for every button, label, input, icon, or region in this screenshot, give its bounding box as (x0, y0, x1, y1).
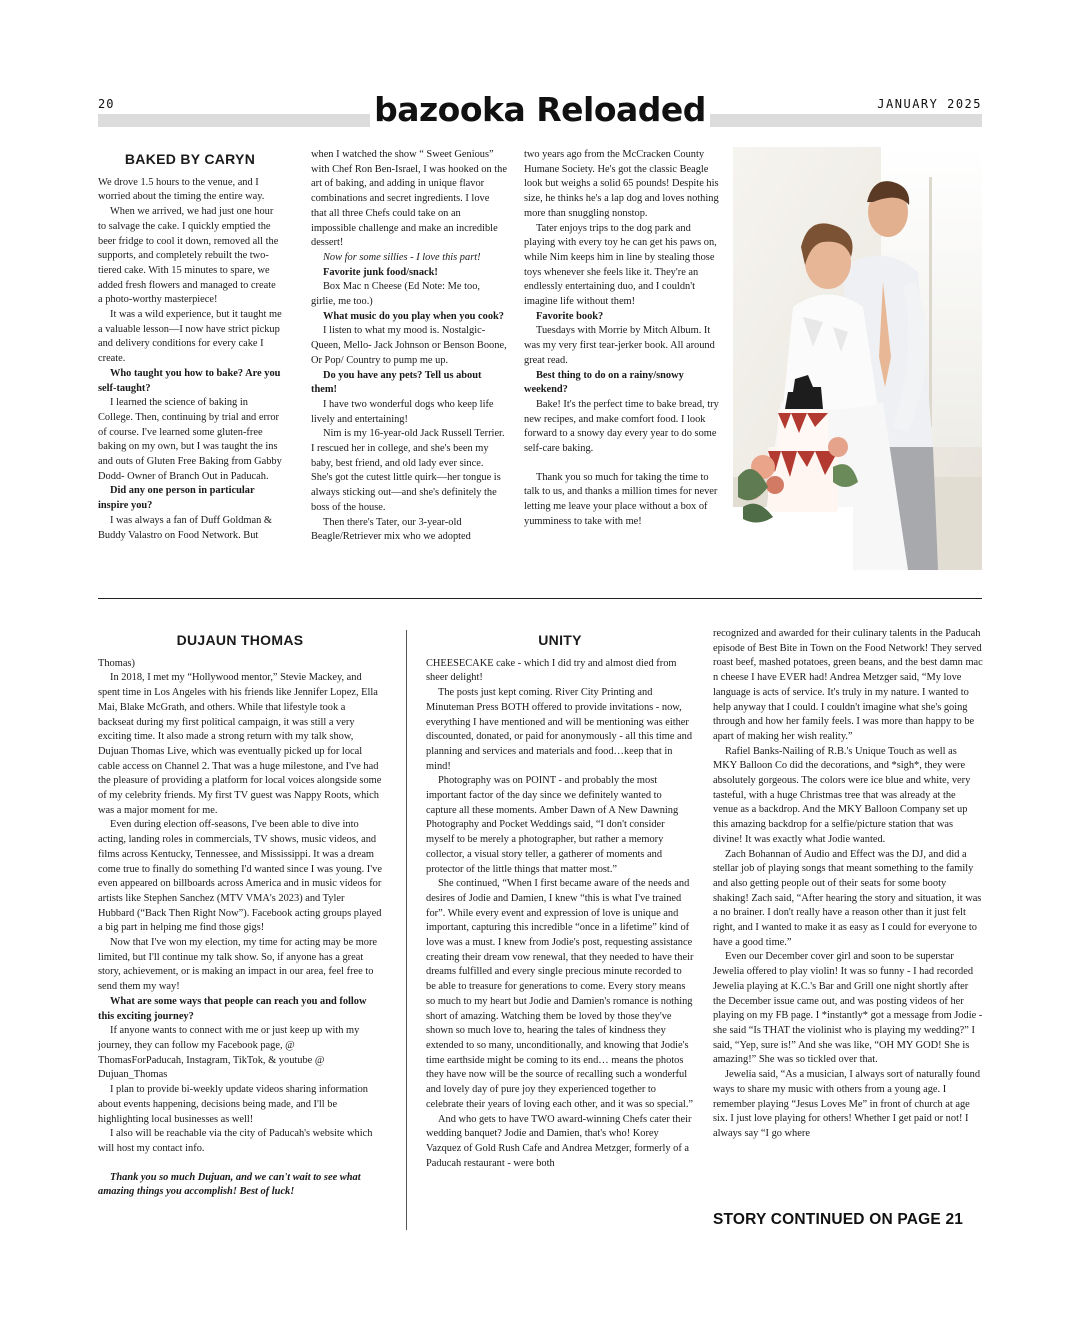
article-paragraph: I listen to what my mood is. Nostalgic- Queen, Mello- Jack Johnson or Benson Boone, Or Pop/ Country to pump me up. (311, 325, 507, 366)
article-paragraph: If anyone wants to connect with me or just keep up with my journey, they can follow my Facebook page, @ ThomasForPaducah, Instagram, TikTok, & youtube @ Dujuan_Thomas (98, 1025, 360, 1081)
article-paragraph: I plan to provide bi-weekly update videos sharing information about events happening, decisions being made, and I'll be highlighting local businesses as well! (98, 1084, 368, 1125)
continued-notice: STORY CONTINUED ON PAGE 21 (713, 1211, 964, 1228)
interview-question: What are some ways that people can reach you and follow this exciting journey? (98, 995, 367, 1022)
article-paragraph: I have two wonderful dogs who keep life lively and entertaining! (311, 398, 494, 425)
article-paragraph: two years ago from the McCracken County Humane Society. He's got the classic Beagle look but weighs a solid 65 pounds! Despite his size, he thinks he's a lap dog and loves nothing more than snuggling nonstop. (524, 149, 719, 219)
interview-question: Do you have any pets? Tell us about them! (311, 369, 482, 396)
article-paragraph: And who gets to have TWO award-winning Chefs cater their wedding banquet? Jodie and Damien, that's who! Korey Vazquez of Gold Rush Cafe and Andrea Metzger, formerly of a Paducah restaurant - were both (426, 1113, 692, 1169)
caryn-column-3 (524, 148, 722, 530)
interview-question: Who taught you how to bake? Are you self-taught? (98, 367, 281, 394)
article-paragraph: When we arrived, we had just one hour to salvage the cake. I quickly emptied the beer fridge to cool it down, removed all the supports, and completely rebuilt the two-tiered cake. With 15 minutes to spare, we added fresh flowers and managed to create a photo-worthy masterpiece! (98, 206, 279, 306)
article-paragraph: Thomas) (98, 657, 135, 669)
article-paragraph: Even our December cover girl and soon to be superstar Jewelia offered to play violin! It was so funny - I had recorded Jewelia playing at K.C.'s Bar and Grill one night shortly after the December issue came out, and was posting videos of her playing on my FB page. I *instantly* got a message from Jodie - she said “Is THAT the violinist who is playing my wedding?” I said, “Yep, sure is!” And she was like, “OH MY GOD! She is amazing!” She was so tickled over that. (713, 951, 983, 1066)
dujaun-heading: DUJAUN THOMAS (176, 632, 304, 648)
article-paragraph: Then there's Tater, our 3-year-old Beagle/Retriever mix who we adopted (311, 516, 471, 543)
article-paragraph: I also will be reachable via the city of Paducah's website which will host my contact info. (98, 1128, 373, 1154)
closing-note: Thank you so much Dujuan, and we can't wait to see what amazing things you accomplish! Best of luck! (98, 1171, 361, 1198)
article-paragraph: Tuesdays with Morrie by Mitch Album. It was my very first tear-jerker book. All around great read. (524, 325, 715, 366)
wedding-photo-illustration (733, 147, 982, 570)
section-note: Now for some sillies - I love this part! (323, 251, 481, 263)
unity-column-1 (426, 631, 694, 1171)
article-paragraph: I learned the science of baking in College. Then, continuing by trial and error of course. I've learned some gluten-free baking on my own, but I was taught the ins and outs of Gluten Free Baking from Gabby Dodd- Owner of Branch Out in Paducah. (98, 397, 282, 482)
article-paragraph: Now that I've won my election, my time for acting may be more limited, but I'll continue my talk show. So, if anyone has a great story, achievement, or is making an impact in our area, feel free to send them my way! (98, 937, 378, 993)
interview-question: What music do you play when you cook? (323, 310, 505, 322)
column-rule (406, 630, 407, 1230)
article-paragraph: In 2018, I met my “Hollywood mentor,” Stevie Mackey, and spent time in Los Angeles with his friends like Jennifer Lopez, Ella Mai, Blake McGrath, and others. While that lifestyle took a backseat during my first political campaign, it was still a very exciting time. It also made a strong return with my talk show, Dujuan Thomas Live, which was eventually picked up for local cable access on Channel 2. That was a huge milestone, and I've had the pleasure of providing a platform for local voices alongside some of my celebrity friends. My first TV guest was Nappy Roots, which was a major moment for me. (98, 672, 382, 816)
article-paragraph: Jewelia said, “As a musician, I always sort of naturally found ways to share my music with others from a young age. I remember playing “Jesus Loves Me” in front of church at age six. I just love playing for others! Whether I get paid or not! I always say “I go where (713, 1069, 981, 1139)
caryn-column-1 (98, 150, 282, 543)
caryn-heading: BAKED BY CARYN (124, 151, 256, 167)
interview-question: Best thing to do on a rainy/snowy weekend? (524, 369, 684, 396)
article-paragraph: Tater enjoys trips to the dog park and playing with every toy he can get his paws on, while Nim keeps him in line by stealing those toys whenever she feels like it. They're an endlessly entertaining duo, and I couldn't imagine life without them! (524, 222, 717, 308)
article-paragraph: Thank you so much for taking the time to talk to us, and thanks a million times for never letting me leave your place without a box of yumminess to take with me! (524, 471, 718, 527)
dujaun-column (98, 631, 382, 1200)
article-paragraph: The posts just kept coming. River City Printing and Minuteman Press BOTH offered to provide invitations - now, everything I have mentioned and will be mentioning was either discounted, donated, or paid for anonymously - all this time and planning and services and materials and food…keep that in mind! (426, 687, 693, 772)
interview-question: Favorite junk food/snack! (323, 266, 438, 278)
wedding-photo (733, 147, 982, 570)
article-paragraph: I was always a fan of Duff Goldman & Buddy Valastro on Food Network. But (98, 514, 272, 541)
article-paragraph: recognized and awarded for their culinary talents in the Paducah episode of Best Bite in Town on the Food Network! They served roast beef, mashed potatoes, green beans, and the best damn mac n cheese I have EVER had! Andrea Metzger said, “My love language is acts of service. It's truly in my nature. I wanted to help anyway that I could. I couldn't imagine what she's going through and how her family feels. I was more than happy to be apart of making her wish reality.” (713, 628, 983, 742)
article-paragraph: It was a wild experience, but it taught me a valuable lesson—I now have strict pickup and delivery conditions for every cake I create. (98, 309, 282, 365)
article-paragraph: Nim is my 16-year-old Jack Russell Terrier. I rescued her in college, and she's been my baby, best friend, and old lady ever since. She's got the cutest little quirk—her tongue is always sticking out—and she's definitely the boss of the house. (311, 428, 505, 513)
section-divider (98, 598, 982, 599)
article-paragraph: CHEESECAKE cake - which I did try and almost died from sheer delight! (426, 657, 677, 684)
issue-date: JANUARY 2025 (877, 97, 982, 111)
caryn-column-2 (311, 148, 507, 545)
interview-question: Favorite book? (536, 310, 604, 322)
masthead-text: bazooka Reloaded (370, 90, 710, 129)
article-paragraph: Box Mac n Cheese (Ed Note: Me too, girlie, me too.) (311, 281, 480, 308)
unity-column-2 (713, 627, 983, 1142)
page-number: 20 (98, 97, 115, 111)
article-paragraph: Even during election off-seasons, I've been able to dive into acting, landing roles in commercials, TV shows, music videos, and films across Kentucky, Tennessee, and Mississippi. It was a dream come true to finally do something I'd wanted since I was young. I've even appeared on billboards across America and in music videos for artists like Stephen Sanchez (MTV VMA's 2023) and Tyler Hubbard (“Back Then Right Now”). Facebook acting groups played a big part in helping me find those gigs! (98, 819, 382, 934)
article-paragraph: She continued, “When I first became aware of the needs and desires of Jodie and Damien, I knew “this is what I've trained for”. While every event and expression of love is unique and important, capturing this incredible “once in a lifetime” kind of love was a must. I knew from Jodie's post, requesting assistance creating their dream vow renewal, that they needed to have their dreams fulfilled and every single precious minute recorded to be able to treasure for generations to come. Every story means so much to my heart but Jodie and Damien's romance is nothing short of amazing. Watching them be loved by those they've shown so much love to, hearing the tales of kindness they extended to so many, unconditionally, and knowing that Jodie's time earthside might be coming to its end… means the photos they have now will be the source of recalling such a wonderful and lovely day of pure joy they experienced together to celebrate their years of loving each other, and it was so special.” (426, 878, 694, 1110)
article-paragraph: when I watched the show “ Sweet Genious” with Chef Ron Ben-Israel, I was hooked on the art of baking, and adding in unique flavor combinations and secret ingredients. I love that all three Chefs could take on an impossible challenge and make an incredible dessert! (311, 149, 507, 249)
article-paragraph: Zach Bohannan of Audio and Effect was the DJ, and did a stellar job of playing songs that meant something to the family and also getting people out of their seats for some booty shaking! Zach said, “After hearing the story and situation, it was a no brainer. I don't really have a reason other than it just felt right, and I wanted to make it as easy as I could for everyone to have a good time.” (713, 848, 982, 948)
unity-heading: UNITY (538, 632, 582, 648)
interview-question: Did any one person in particular inspire you? (98, 485, 255, 512)
article-paragraph: We drove 1.5 hours to the venue, and I worried about the timing the entire way. (98, 176, 265, 203)
article-paragraph: Photography was on POINT - and probably the most important factor of the day since we definitely wanted to capture all these moments. Amber Dawn of A New Dawning Photography and Pocket Weddings said, “I don't consider myself to be merely a photographer, but rather a memory collector, a visual story teller, a gatherer of moments and protector of the little things that matter most.” (426, 775, 679, 875)
article-paragraph: Rafiel Banks-Nailing of R.B.'s Unique Touch as well as MKY Balloon Co did the decorations, and *sigh*, they were absolutely gorgeous. The colors were ice blue and white, very tasteful, with a huge Christmas tree that was already at the venue as a backdrop. And the MKY Balloon Company set up this amazing backdrop for a selfie/picture station that was divine! It was exactly what Jodie wanted. (713, 745, 971, 845)
article-paragraph: Bake! It's the perfect time to bake bread, try new recipes, and make comfort food. I look forward to a snowy day every year to do some self-care baking. (524, 398, 719, 455)
